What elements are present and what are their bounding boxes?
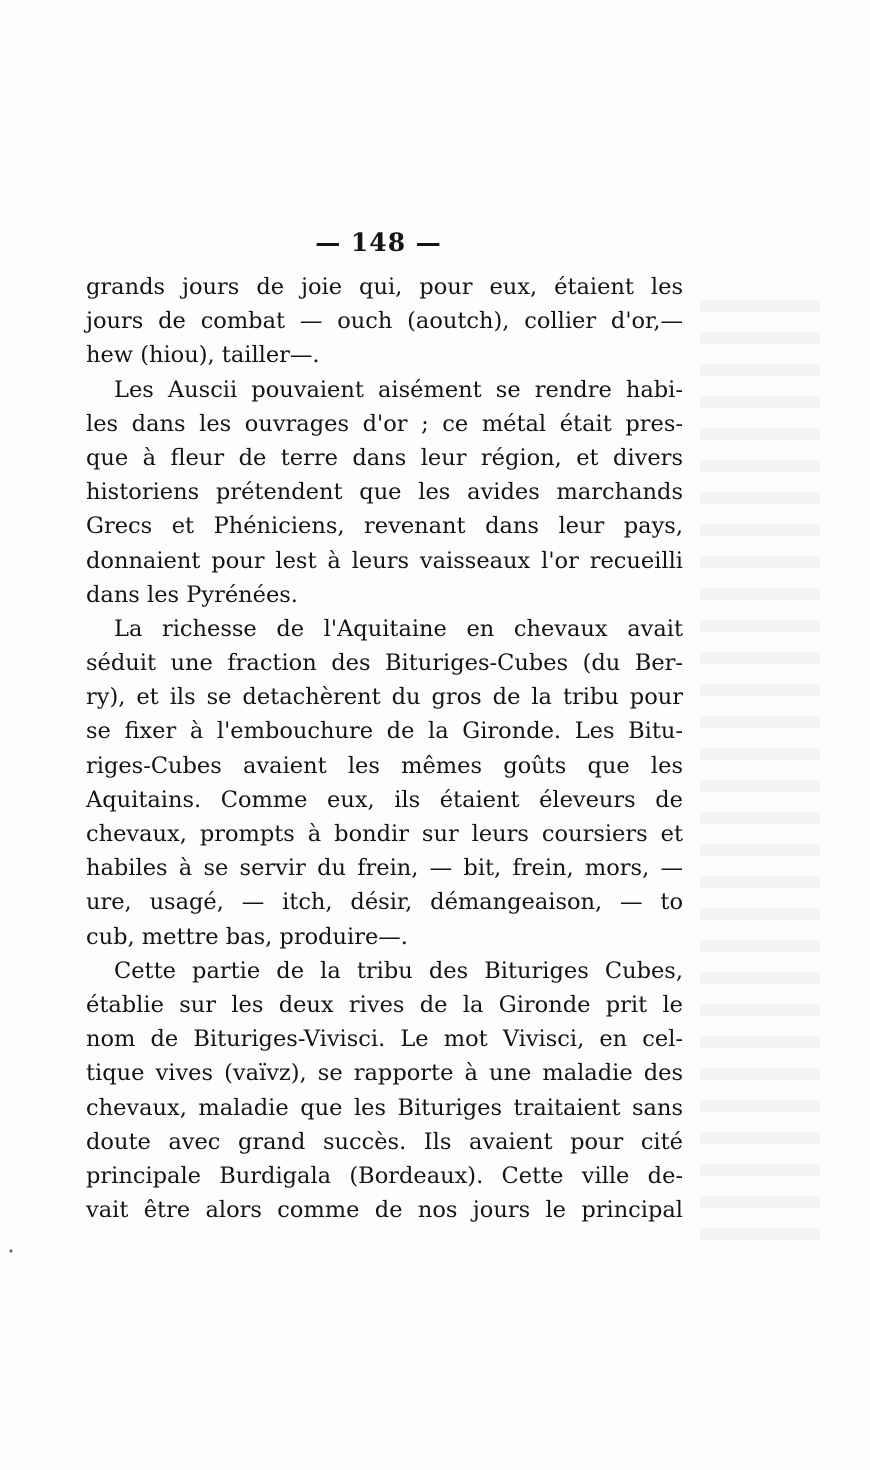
text-line: chevaux, maladie que les Bituriges traitaient sans [86, 1094, 683, 1121]
text-line: historiens prétendent que les avides marchands [86, 479, 683, 506]
show-through-shadow [700, 280, 820, 1240]
text-line: La richesse de l'Aquitaine en chevaux avait [114, 615, 683, 642]
text-line: doute avec grand succès. Ils avaient pour cité [86, 1128, 683, 1155]
text-line: établie sur les deux rives de la Gironde prit le [86, 991, 683, 1018]
text-line: riges-Cubes avaient les mêmes goûts que les [86, 752, 683, 779]
text-line: Les Auscii pouvaient aisément se rendre habi- [114, 376, 683, 403]
stray-ink-mark: • [8, 1247, 14, 1258]
text-line: jours de combat — ouch (aoutch), collier d'or,— [86, 308, 683, 335]
text-line: Cette partie de la tribu des Bituriges Cubes, [114, 957, 683, 984]
text-line: que à fleur de terre dans leur région, et divers [86, 444, 683, 471]
text-line: grands jours de joie qui, pour eux, étaient les [86, 274, 683, 300]
text-line: tique vives (vaïvz), se rapporte à une maladie des [86, 1060, 683, 1087]
text-line: se fixer à l'embouchure de la Gironde. Les Bitu- [86, 718, 683, 745]
text-line: ry), et ils se detachèrent du gros de la tribu pour [86, 684, 683, 711]
text-line: les dans les ouvrages d'or ; ce métal était pres- [86, 410, 683, 437]
text-line: Grecs et Phéniciens, revenant dans leur pays, [86, 513, 683, 540]
text-line: séduit une fraction des Bituriges-Cubes (du Ber- [86, 650, 683, 677]
body-text [86, 270, 683, 1227]
text-line: ure, usagé, — itch, désir, démangeaison, — to [86, 889, 683, 916]
text-line: hew (hiou), tailler—. [86, 342, 320, 369]
text-line: chevaux, prompts à bondir sur leurs coursiers et [86, 821, 683, 847]
text-line: principale Burdigala (Bordeaux). Cette ville de- [86, 1162, 683, 1189]
text-line: donnaient pour lest à leurs vaisseaux l'or recueilli [86, 547, 683, 574]
text-line: vait être alors comme de nos jours le principal [86, 1197, 683, 1224]
text-line: dans les Pyrénées. [86, 581, 298, 608]
text-line: Aquitains. Comme eux, ils étaient éleveurs de [86, 786, 683, 813]
text-line: nom de Bituriges-Vivisci. Le mot Vivisci, en cel- [86, 1026, 683, 1053]
text-line: cub, mettre bas, produire—. [86, 923, 408, 950]
text-line: habiles à se servir du frein, — bit, frein, mors, — [86, 855, 683, 882]
page-number: — 148 — [315, 228, 442, 257]
